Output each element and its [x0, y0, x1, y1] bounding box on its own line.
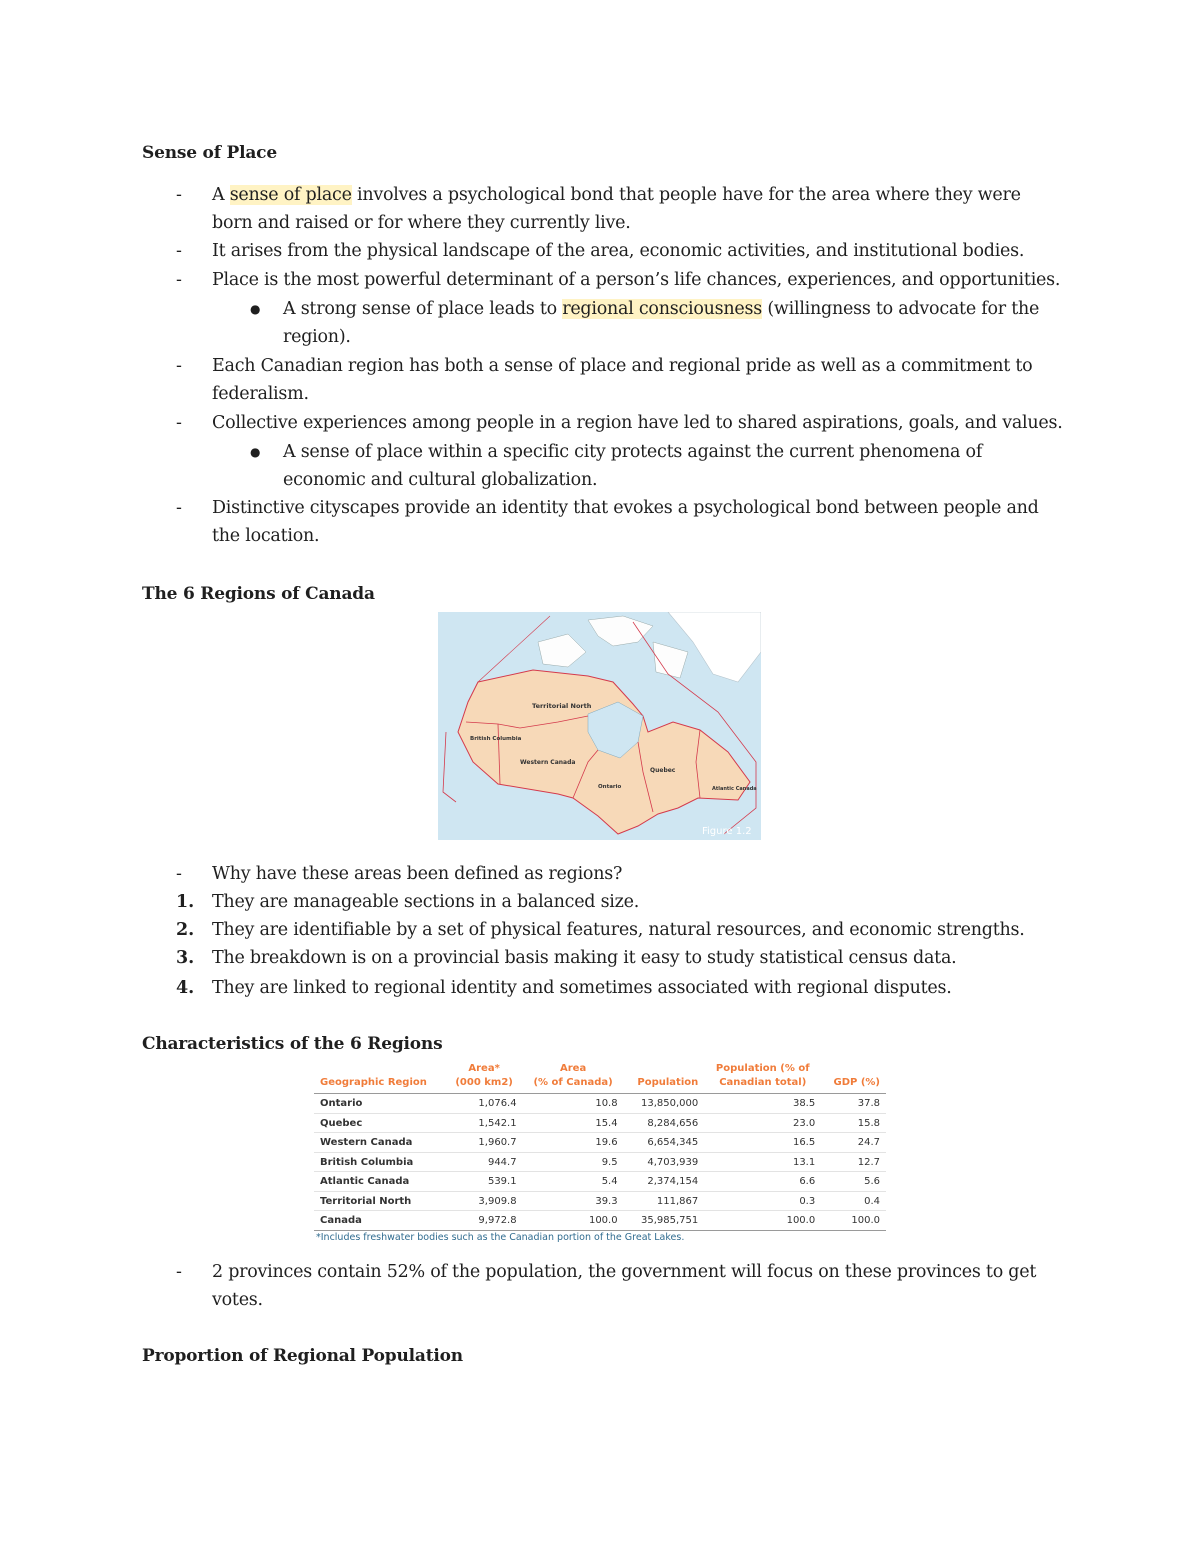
map-label-british-columbia: British Columbia [470, 736, 522, 742]
cell-gdp: 12.7 [821, 1152, 886, 1172]
bullet-text: A sense of place involves a psychological bond that people have for the area where they were [212, 185, 1021, 205]
section-heading-characteristics: Characteristics of the 6 Regions [142, 1034, 443, 1054]
list-item: They are linked to regional identity and sometimes associated with regional disputes. [212, 978, 952, 998]
section-heading-regions: The 6 Regions of Canada [142, 584, 375, 604]
sub-bullet-text: A sense of place within a specific city protects against the current phenomena of [283, 442, 983, 462]
bullet-dash: - [176, 185, 182, 205]
table-row [314, 1094, 886, 1114]
highlighted-term: sense of place [229, 185, 352, 205]
cell-area-pct: 19.6 [523, 1133, 624, 1153]
bullet-dash: - [176, 1262, 182, 1282]
question-text: Why have these areas been defined as regions? [212, 864, 623, 884]
list-number: 2. [176, 920, 195, 940]
cell-area-pct: 15.4 [523, 1113, 624, 1133]
column-header-area-pct: Area (% of Canada) [523, 1062, 624, 1094]
cell-area-pct: 5.4 [523, 1172, 624, 1192]
cell-gdp: 0.4 [821, 1191, 886, 1211]
bullet-dash: - [176, 864, 182, 884]
table-row [314, 1113, 886, 1133]
cell-population: 13,850,000 [624, 1094, 705, 1114]
cell-region: Quebec [314, 1113, 446, 1133]
column-header-gdp: GDP (%) [821, 1062, 886, 1094]
map-label-atlantic-canada: Atlantic Canada [712, 786, 757, 792]
highlighted-term: regional consciousness [562, 299, 762, 319]
cell-population: 6,654,345 [624, 1133, 705, 1153]
cell-gdp: 37.8 [821, 1094, 886, 1114]
cell-area: 944.7 [446, 1152, 523, 1172]
section-heading-sense-of-place: Sense of Place [142, 143, 277, 163]
cell-area-pct: 100.0 [523, 1211, 624, 1231]
cell-area: 539.1 [446, 1172, 523, 1192]
cell-gdp: 15.8 [821, 1113, 886, 1133]
cell-population: 4,703,939 [624, 1152, 705, 1172]
cell-population-pct: 38.5 [704, 1094, 821, 1114]
cell-gdp: 100.0 [821, 1211, 886, 1231]
cell-population: 111,867 [624, 1191, 705, 1211]
bullet-dash: - [176, 270, 182, 290]
sub-bullet-dot: ● [250, 302, 261, 316]
cell-region: Western Canada [314, 1133, 446, 1153]
column-header-area: Area* (000 km2) [446, 1062, 523, 1094]
table-row-total [314, 1211, 886, 1231]
cell-area-pct: 9.5 [523, 1152, 624, 1172]
cell-area-pct: 10.8 [523, 1094, 624, 1114]
cell-region: Ontario [314, 1094, 446, 1114]
map-label-western-canada: Western Canada [520, 759, 576, 766]
bullet-text-continued: votes. [212, 1290, 263, 1310]
bullet-dash: - [176, 413, 182, 433]
cell-area: 1,542.1 [446, 1113, 523, 1133]
cell-area-pct: 39.3 [523, 1191, 624, 1211]
map-label-quebec: Quebec [650, 767, 676, 774]
map-figure-caption: Figure 1.2 [702, 826, 752, 837]
section-heading-proportion: Proportion of Regional Population [142, 1346, 463, 1366]
sub-bullet-text-continued: economic and cultural globalization. [283, 470, 598, 490]
cell-gdp: 5.6 [821, 1172, 886, 1192]
table-header-row [314, 1062, 886, 1094]
map-label-ontario: Ontario [598, 784, 622, 790]
cell-area: 9,972.8 [446, 1211, 523, 1231]
cell-population-pct: 0.3 [704, 1191, 821, 1211]
cell-population-pct: 16.5 [704, 1133, 821, 1153]
column-header-region: Geographic Region [314, 1062, 446, 1094]
cell-area: 3,909.8 [446, 1191, 523, 1211]
list-number: 3. [176, 948, 195, 968]
bullet-text-continued: born and raised or for where they currently live. [212, 213, 631, 233]
canada-regions-map [438, 612, 761, 840]
bullet-dash: - [176, 241, 182, 261]
cell-population-pct: 6.6 [704, 1172, 821, 1192]
bullet-text-continued: the location. [212, 526, 320, 546]
sub-bullet-text-continued: region). [283, 327, 351, 347]
bullet-text: Collective experiences among people in a region have led to shared aspirations, goals, and values. [212, 413, 1063, 433]
cell-population-pct: 13.1 [704, 1152, 821, 1172]
list-item: They are manageable sections in a balanced size. [212, 892, 640, 912]
table-row [314, 1152, 886, 1172]
list-number: 1. [176, 892, 195, 912]
cell-population-pct: 23.0 [704, 1113, 821, 1133]
table-footnote: *Includes freshwater bodies such as the Canadian portion of the Great Lakes. [316, 1232, 685, 1243]
bullet-dash: - [176, 498, 182, 518]
list-number: 4. [176, 978, 195, 998]
bullet-text: It arises from the physical landscape of the area, economic activities, and institutional bodies. [212, 241, 1025, 261]
list-item: The breakdown is on a provincial basis making it easy to study statistical census data. [212, 948, 957, 968]
map-label-territorial-north: Territorial North [532, 702, 592, 710]
table-row [314, 1191, 886, 1211]
bullet-dash: - [176, 356, 182, 376]
list-item: They are identifiable by a set of physical features, natural resources, and economic strengths. [212, 920, 1025, 940]
bullet-text: Each Canadian region has both a sense of place and regional pride as well as a commitment to [212, 356, 1033, 376]
bullet-text-continued: federalism. [212, 384, 309, 404]
sub-bullet-dot: ● [250, 445, 261, 459]
cell-area: 1,076.4 [446, 1094, 523, 1114]
cell-area: 1,960.7 [446, 1133, 523, 1153]
sub-bullet-text: A strong sense of place leads to regional consciousness (willingness to advocate for the [283, 299, 1040, 319]
cell-region: British Columbia [314, 1152, 446, 1172]
bullet-text: Distinctive cityscapes provide an identity that evokes a psychological bond between people and [212, 498, 1039, 518]
bullet-text: Place is the most powerful determinant of a person’s life chances, experiences, and opportunities. [212, 270, 1061, 290]
cell-population-pct: 100.0 [704, 1211, 821, 1231]
bullet-text: 2 provinces contain 52% of the population, the government will focus on these provinces to get [212, 1262, 1037, 1282]
cell-region: Atlantic Canada [314, 1172, 446, 1192]
cell-population: 2,374,154 [624, 1172, 705, 1192]
cell-region: Canada [314, 1211, 446, 1231]
table-row [314, 1172, 886, 1192]
table-row [314, 1133, 886, 1153]
regions-data-table [314, 1062, 886, 1231]
cell-gdp: 24.7 [821, 1133, 886, 1153]
cell-region: Territorial North [314, 1191, 446, 1211]
cell-population: 8,284,656 [624, 1113, 705, 1133]
column-header-population-pct: Population (% of Canadian total) [704, 1062, 821, 1094]
column-header-population: Population [624, 1062, 705, 1094]
cell-population: 35,985,751 [624, 1211, 705, 1231]
